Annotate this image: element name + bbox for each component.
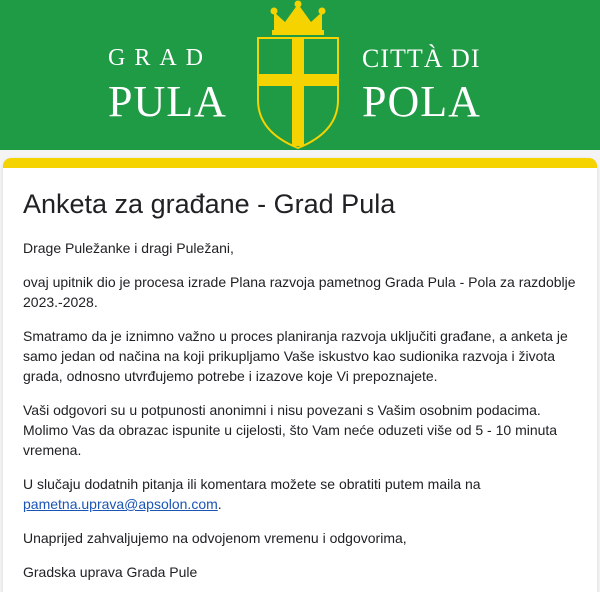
- purpose-paragraph: Smatramo da je iznimno važno u proces planiranja razvoja uključiti građane, a anketa je samo jedan od načina na koji prikupljamo Vaše iskustvo kao sudionika razvoja i života grada, odnosno utvrđujemo potrebe i izazove koje Vi prepoznajete.: [23, 328, 568, 384]
- closing-paragraph: Unaprijed zahvaljujemo na odvojenom vremenu i odgovorima,: [23, 530, 407, 546]
- contact-text-end: .: [217, 496, 222, 512]
- banner-grad-text: GRAD: [108, 45, 213, 71]
- header-banner: [0, 0, 600, 150]
- greeting-paragraph: Drage Puležanke i dragi Puležani,: [23, 240, 234, 256]
- form-header-card: [3, 158, 597, 592]
- banner-pula-text: PULA: [108, 77, 227, 126]
- banner-pola-text: POLA: [362, 77, 481, 126]
- intro-paragraph: ovaj upitnik dio je procesa izrade Plana razvoja pametnog Grada Pula - Pola za razdoblje 2023.-2028.: [23, 274, 576, 310]
- anonymity-paragraph: Vaši odgovori su u potpunosti anonimni i nisu povezani s Vašim osobnim podacima. Molimo Vas da obrazac ispunite u cijelosti, što Vam neće oduzeti više od 5 - 10 minuta vremena.: [23, 402, 558, 458]
- form-title: Anketa za građane - Grad Pula: [23, 189, 396, 219]
- contact-email-link[interactable]: pametna.uprava@apsolon.com: [23, 496, 218, 512]
- contact-text: U slučaju dodatnih pitanja ili komentara možete se obratiti putem maila na: [23, 476, 481, 492]
- banner-citta-di-text: CITTÀ DI: [362, 44, 481, 73]
- contact-paragraph: [23, 474, 577, 514]
- signature-paragraph: Gradska uprava Grada Pule: [23, 564, 198, 580]
- city-coat-of-arms-icon: [248, 0, 348, 150]
